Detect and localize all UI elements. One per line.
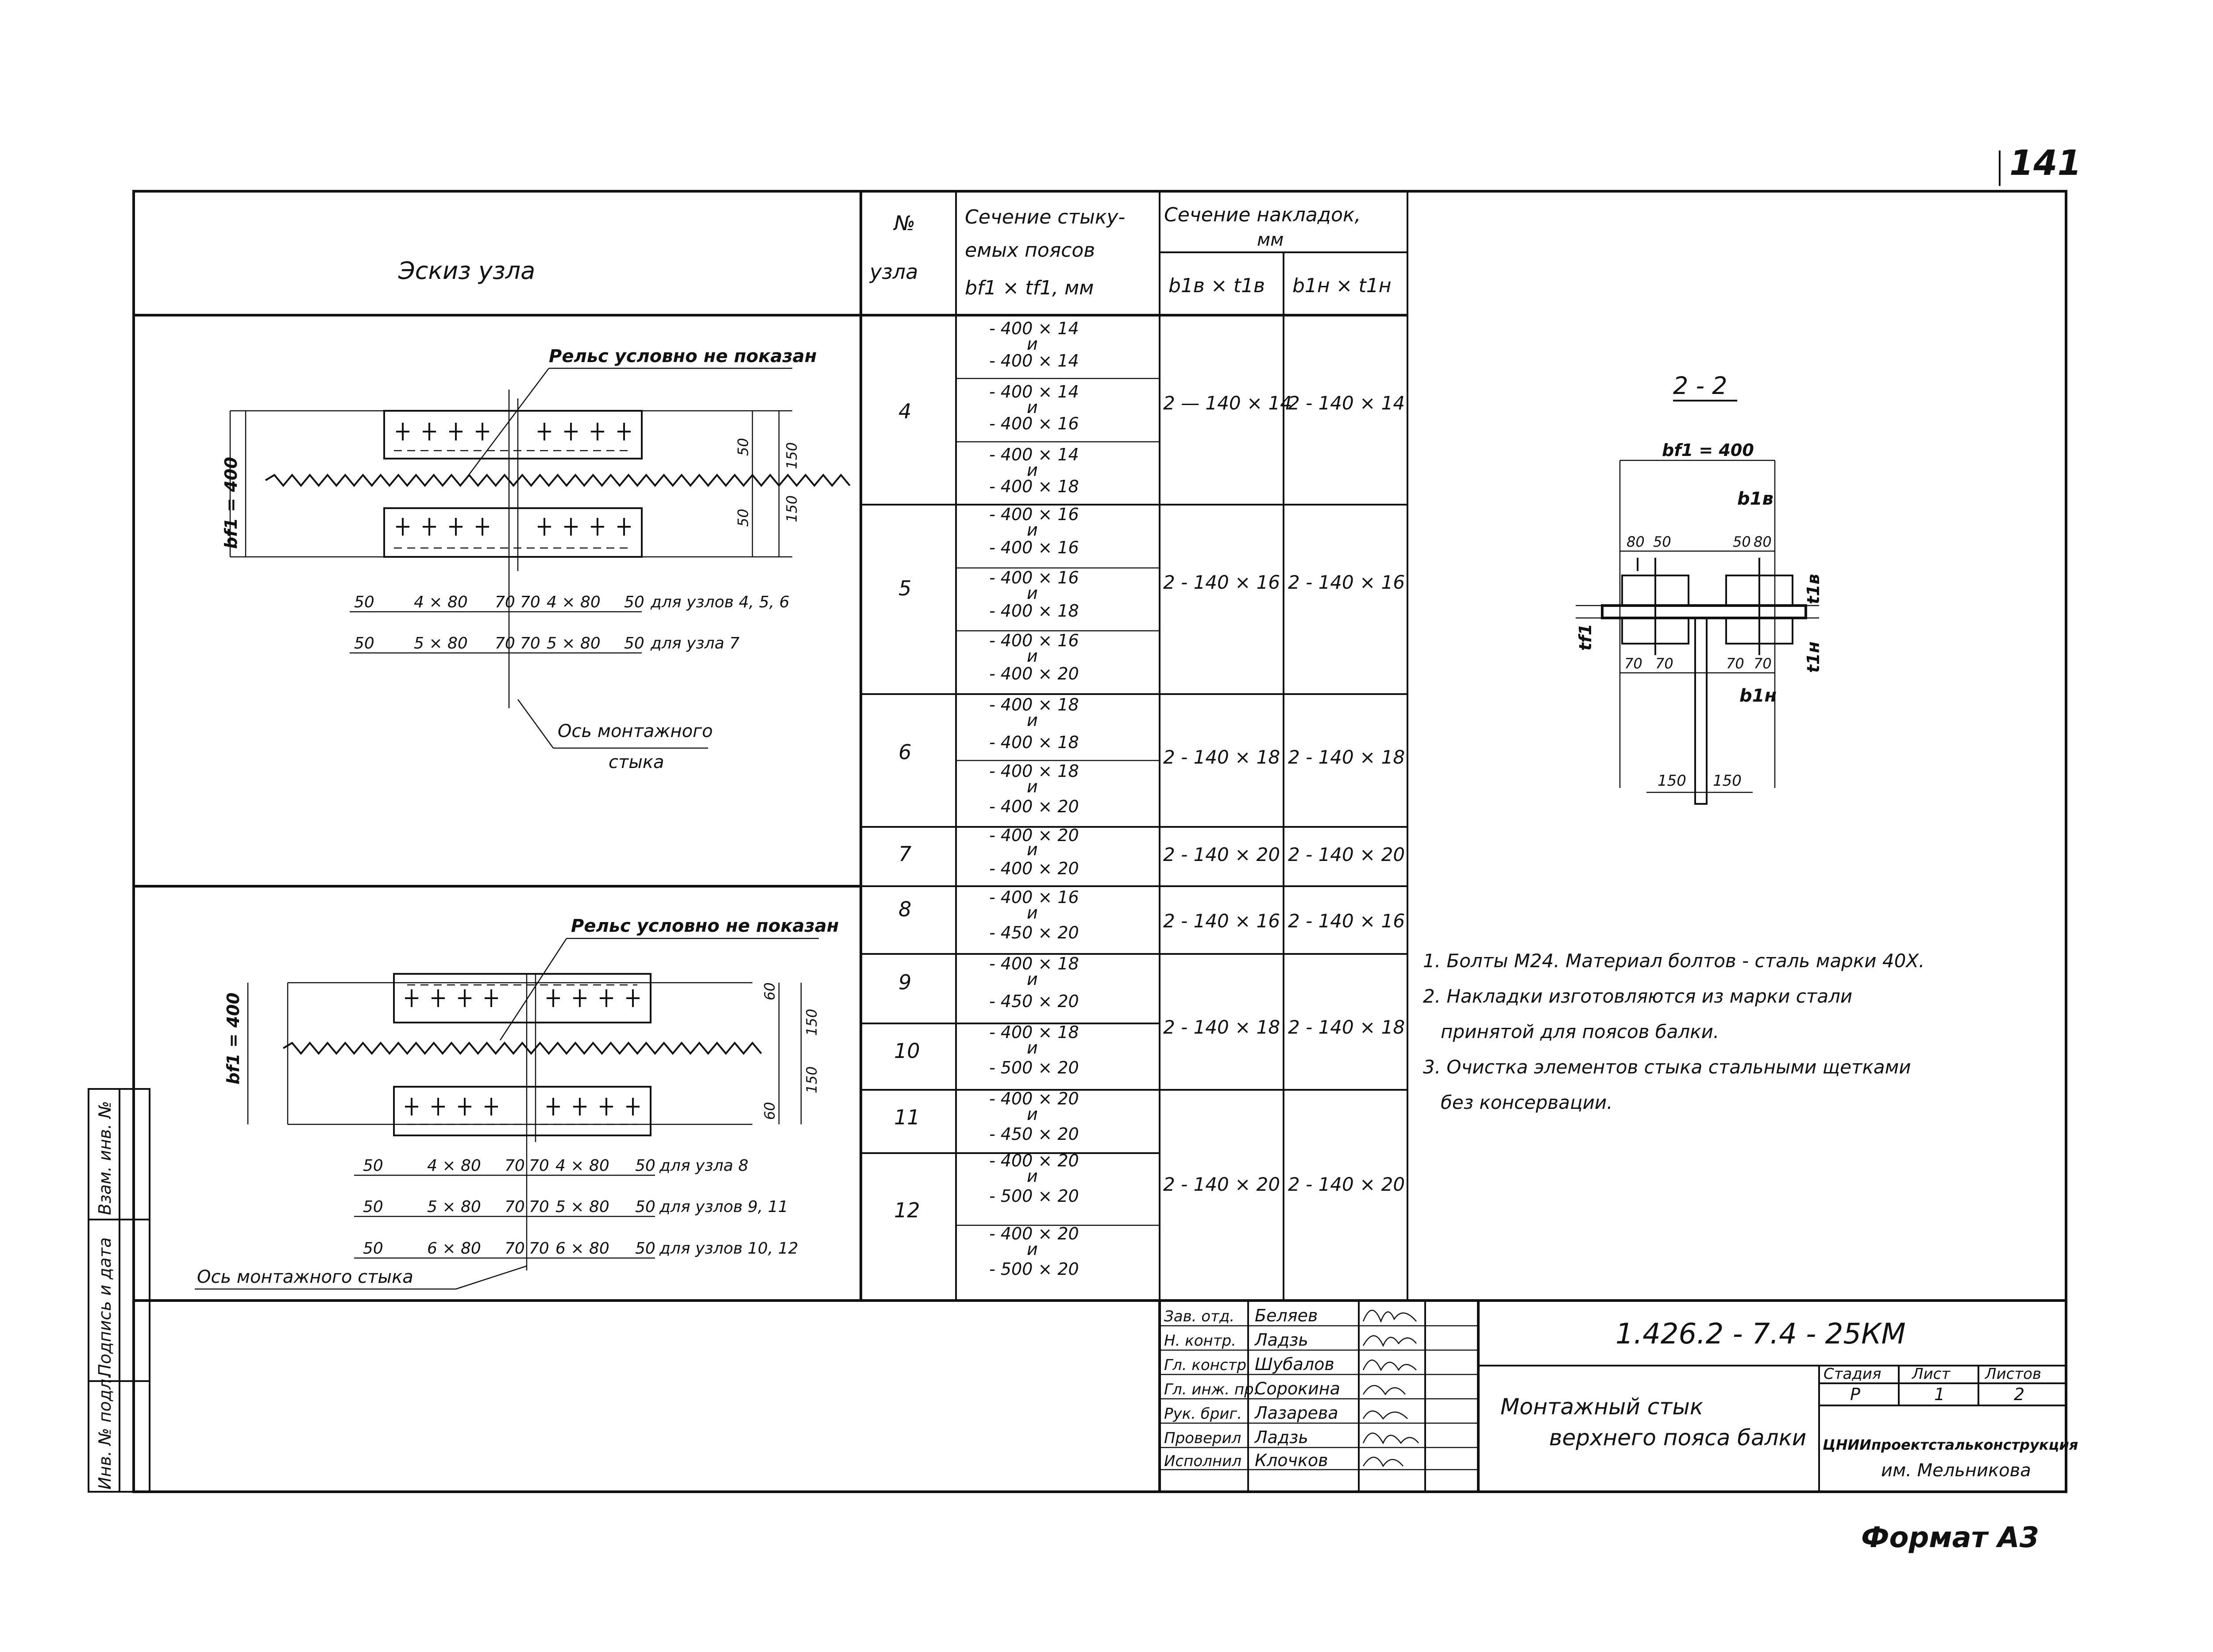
- section-b: - 500 × 20: [989, 1186, 1079, 1206]
- plates-header-bottom: b1н × t1н: [1292, 274, 1392, 297]
- note-1: 1. Болты М24. Материал болтов - сталь марки 40Х.: [1423, 950, 1925, 972]
- role: Зав. отд.: [1164, 1308, 1235, 1325]
- section-b-top: b1в: [1737, 489, 1773, 509]
- name: Клочков: [1255, 1451, 1328, 1470]
- note-2: 2. Накладки изготовляются из марки стали: [1423, 985, 1853, 1007]
- bottom-plate: 2 - 140 × 16: [1288, 910, 1405, 932]
- note-3b: без консервации.: [1441, 1092, 1613, 1113]
- name: Шубалов: [1255, 1355, 1334, 1374]
- name: Ладзь: [1255, 1330, 1308, 1350]
- sketch-2-axis-note: Ось монтажного стыка: [197, 1267, 413, 1287]
- title-line-1: Монтажный стык: [1500, 1394, 1704, 1420]
- org-name: ЦНИИпроектстальконструкция: [1823, 1436, 2078, 1453]
- sketch-2-dim-150: 150: [803, 1008, 820, 1036]
- node-number: 4: [898, 399, 912, 423]
- top-plate: 2 - 140 × 20: [1163, 1173, 1280, 1195]
- section-b: - 450 × 20: [989, 992, 1079, 1011]
- section-a: - 400 × 14: [989, 319, 1079, 338]
- format-label: Формат А3: [1861, 1521, 2040, 1554]
- note-3: 3. Очистка элементов стыка стальными щетками: [1423, 1056, 1911, 1078]
- sketch-2-width: bf1 = 400: [224, 992, 243, 1085]
- role: Гл. констр.: [1164, 1356, 1251, 1374]
- dim-text: 70: [495, 634, 515, 652]
- top-plate: 2 - 140 × 16: [1163, 571, 1280, 593]
- plates-header-2: мм: [1257, 230, 1284, 250]
- bottom-plate: 2 - 140 × 16: [1288, 571, 1405, 593]
- dim-text: 70: [520, 593, 540, 611]
- node-number: 11: [894, 1105, 920, 1129]
- role: Проверил: [1164, 1429, 1241, 1447]
- node-number: 8: [898, 897, 912, 921]
- dim-text: для узла 8: [659, 1157, 748, 1175]
- section-and: и: [1027, 398, 1038, 417]
- section-b: - 400 × 20: [989, 859, 1079, 878]
- section-and: и: [1027, 583, 1038, 603]
- sheet-number: 141: [2009, 143, 2082, 183]
- section-b: - 400 × 16: [989, 414, 1079, 433]
- section-b: - 400 × 18: [989, 601, 1079, 621]
- plates-header-1: Сечение накладок,: [1164, 204, 1361, 226]
- dim-text: 70: [505, 1157, 525, 1175]
- section-and: и: [1027, 710, 1038, 730]
- sketch-1-axis-note-1: Ось монтажного: [558, 721, 713, 741]
- dim-text: 4 × 80: [547, 593, 601, 611]
- section-b: - 500 × 20: [989, 1259, 1079, 1279]
- top-plate: 2 - 140 × 20: [1163, 844, 1280, 865]
- section-b: - 400 × 20: [989, 664, 1079, 683]
- dim-text: 4 × 80: [427, 1157, 481, 1175]
- sketch-2: [195, 916, 839, 1289]
- section-b: - 400 × 16: [989, 538, 1079, 557]
- section-and: и: [1027, 969, 1038, 989]
- sheet-frame: [134, 191, 2066, 1492]
- dim-text: 70: [505, 1239, 525, 1258]
- dim-text: 50: [354, 593, 374, 611]
- section-a: - 400 × 18: [989, 954, 1079, 973]
- section-view-2-2: [1576, 372, 1823, 804]
- section-b: - 500 × 20: [989, 1058, 1079, 1077]
- dim-text: 70: [529, 1239, 549, 1258]
- dim-text: 50: [635, 1157, 655, 1175]
- section-t-flange: tf1: [1576, 623, 1595, 651]
- section-b: - 450 × 20: [989, 1124, 1079, 1144]
- document-code: 1.426.2 - 7.4 - 25КМ: [1615, 1318, 1906, 1351]
- section-and: и: [1027, 1166, 1038, 1186]
- section-dim-150b: 150: [1713, 772, 1742, 790]
- sheets-label: Листов: [1985, 1365, 2042, 1383]
- dim-text: 50: [624, 634, 644, 652]
- sketch-1-dim-150: 150: [783, 442, 800, 469]
- bottom-plate: 2 - 140 × 18: [1288, 746, 1405, 768]
- section-b: - 400 × 14: [989, 351, 1079, 371]
- note-2b: принятой для поясов балки.: [1441, 1021, 1720, 1042]
- name: Беляев: [1255, 1306, 1318, 1325]
- sketch-1-dim-50b: 50: [735, 509, 752, 527]
- section-a: - 400 × 20: [989, 1089, 1079, 1108]
- sketch-2-rail-note: Рельс условно не показан: [571, 916, 839, 936]
- sketch-1-rail-note: Рельс условно не показан: [549, 346, 817, 367]
- dim-text: 70: [520, 634, 540, 652]
- sketch-1-axis-note-2: стыка: [609, 752, 664, 772]
- section-header-3: bf1 × tf1, мм: [965, 277, 1094, 299]
- dim-text: 4 × 80: [414, 593, 468, 611]
- section-and: и: [1027, 334, 1038, 354]
- title-line-2: верхнего пояса балки: [1549, 1425, 1807, 1451]
- plates-header-top: b1в × t1в: [1168, 274, 1265, 297]
- sheet-value: 1: [1934, 1385, 1945, 1404]
- role: Исполнил: [1164, 1452, 1241, 1470]
- section-and: и: [1027, 1239, 1038, 1259]
- section-dim-80b: 80: [1754, 533, 1772, 550]
- stage-value: Р: [1850, 1385, 1860, 1404]
- sketch-2-dim-150b: 150: [803, 1066, 820, 1093]
- name: Сорокина: [1255, 1379, 1340, 1398]
- dim-text: для узлов 10, 12: [659, 1239, 798, 1258]
- dim-text: для узлов 9, 11: [659, 1198, 788, 1216]
- dim-text: 50: [363, 1198, 383, 1216]
- section-a: - 400 × 18: [989, 761, 1079, 781]
- section-t-bottom: t1н: [1804, 641, 1823, 673]
- sheet-label: Лист: [1912, 1365, 1951, 1383]
- dim-text: 50: [363, 1239, 383, 1258]
- node-no-symbol: №: [894, 211, 915, 235]
- section-b: - 450 × 20: [989, 923, 1079, 942]
- dim-text: 70: [529, 1198, 549, 1216]
- top-plate: 2 - 140 × 18: [1163, 746, 1280, 768]
- node-number: 5: [898, 576, 912, 600]
- section-dim-70: 70: [1624, 655, 1642, 672]
- dim-text: 70: [495, 593, 515, 611]
- section-a: - 400 × 20: [989, 1151, 1079, 1170]
- sketch-1: [221, 346, 850, 772]
- node-number: 7: [898, 842, 912, 866]
- name: Лазарева: [1255, 1403, 1338, 1423]
- dim-text: 5 × 80: [555, 1198, 609, 1216]
- role: Рук. бриг.: [1164, 1405, 1242, 1423]
- bottom-plate: 2 - 140 × 14: [1288, 392, 1405, 414]
- section-a: - 400 × 16: [989, 631, 1079, 650]
- sketch-2-dim-60b: 60: [761, 1102, 778, 1120]
- section-and: и: [1027, 460, 1038, 480]
- side-stamp-inv: Инв. № подл.: [95, 1373, 115, 1490]
- sketch-1-dim-150b: 150: [783, 495, 800, 522]
- node-no-label: узла: [870, 260, 918, 284]
- dim-text: 5 × 80: [414, 634, 468, 652]
- side-stamp-sign: Подпись и дата: [95, 1237, 115, 1377]
- section-a: - 400 × 20: [989, 1224, 1079, 1243]
- section-and: и: [1027, 777, 1038, 796]
- section-and: и: [1027, 1038, 1038, 1058]
- section-dim-70c: 70: [1726, 655, 1744, 672]
- section-bf-label: bf1 = 400: [1662, 440, 1754, 460]
- section-dim-70b: 70: [1655, 655, 1673, 672]
- bottom-plate: 2 - 140 × 18: [1288, 1016, 1405, 1038]
- title-block: [134, 1301, 2078, 1492]
- dim-text: для узла 7: [651, 634, 740, 652]
- section-b: - 400 × 18: [989, 733, 1079, 752]
- section-a: - 400 × 20: [989, 826, 1079, 845]
- section-view-title: 2 - 2: [1673, 372, 1727, 400]
- section-dim-150: 150: [1658, 772, 1686, 790]
- section-a: - 400 × 16: [989, 568, 1079, 587]
- side-stamp: [89, 1089, 150, 1492]
- side-stamp-replace: Взам. инв. №: [95, 1100, 115, 1215]
- dim-text: для узлов 4, 5, 6: [651, 593, 790, 611]
- top-plate: 2 - 140 × 16: [1163, 910, 1280, 932]
- section-and: и: [1027, 903, 1038, 922]
- section-and: и: [1027, 1104, 1038, 1124]
- dim-text: 50: [354, 634, 374, 652]
- dim-text: 5 × 80: [547, 634, 601, 652]
- section-b: - 400 × 18: [989, 477, 1079, 496]
- notes: [1423, 950, 1924, 1113]
- dim-text: 70: [505, 1198, 525, 1216]
- section-and: и: [1027, 520, 1038, 540]
- section-dim-50: 50: [1653, 533, 1671, 550]
- dim-text: 5 × 80: [427, 1198, 481, 1216]
- section-b-bottom: b1н: [1739, 686, 1777, 706]
- section-and: и: [1027, 646, 1038, 666]
- name: Ладзь: [1255, 1428, 1308, 1447]
- top-plate: 2 — 140 × 14: [1163, 392, 1292, 414]
- node-number: 9: [898, 970, 912, 994]
- section-t-top: t1в: [1804, 574, 1823, 604]
- dim-text: 6 × 80: [555, 1239, 609, 1258]
- section-header-1: Сечение стыку-: [965, 206, 1126, 228]
- sketch-1-width: bf1 = 400: [221, 457, 241, 549]
- section-dim-70d: 70: [1754, 655, 1772, 672]
- sheets-value: 2: [2014, 1385, 2025, 1404]
- node-number: 6: [898, 740, 912, 764]
- section-a: - 400 × 18: [989, 695, 1079, 714]
- section-a: - 400 × 16: [989, 505, 1079, 524]
- dim-text: 6 × 80: [427, 1239, 481, 1258]
- dim-text: 50: [363, 1157, 383, 1175]
- section-b: - 400 × 20: [989, 797, 1079, 816]
- sketch-2-dim-60: 60: [761, 982, 778, 1000]
- bottom-plate: 2 - 140 × 20: [1288, 844, 1405, 865]
- bottom-plate: 2 - 140 × 20: [1288, 1173, 1405, 1195]
- dim-text: 50: [624, 593, 644, 611]
- dim-text: 4 × 80: [555, 1157, 609, 1175]
- sketch-1-dim-50: 50: [735, 438, 752, 456]
- dim-text: 50: [635, 1198, 655, 1216]
- section-a: - 400 × 14: [989, 445, 1079, 464]
- section-a: - 400 × 14: [989, 382, 1079, 401]
- section-dim-80: 80: [1627, 533, 1645, 550]
- stage-label: Стадия: [1824, 1365, 1881, 1383]
- signature-scribbles: [1363, 1310, 1419, 1466]
- dim-text: 50: [635, 1239, 655, 1258]
- section-a: - 400 × 18: [989, 1023, 1079, 1042]
- sketch-title: Эскиз узла: [398, 257, 536, 285]
- section-a: - 400 × 16: [989, 888, 1079, 907]
- section-and: и: [1027, 840, 1038, 859]
- section-dim-50b: 50: [1733, 533, 1751, 550]
- role: Н. контр.: [1164, 1332, 1236, 1350]
- role: Гл. инж. пр.: [1164, 1381, 1259, 1398]
- org-name-2: им. Мельникова: [1881, 1460, 2031, 1481]
- dim-text: 70: [529, 1157, 549, 1175]
- top-plate: 2 - 140 × 18: [1163, 1016, 1280, 1038]
- node-number: 10: [894, 1039, 920, 1063]
- node-number: 12: [894, 1198, 920, 1222]
- section-header-2: емых поясов: [965, 239, 1095, 262]
